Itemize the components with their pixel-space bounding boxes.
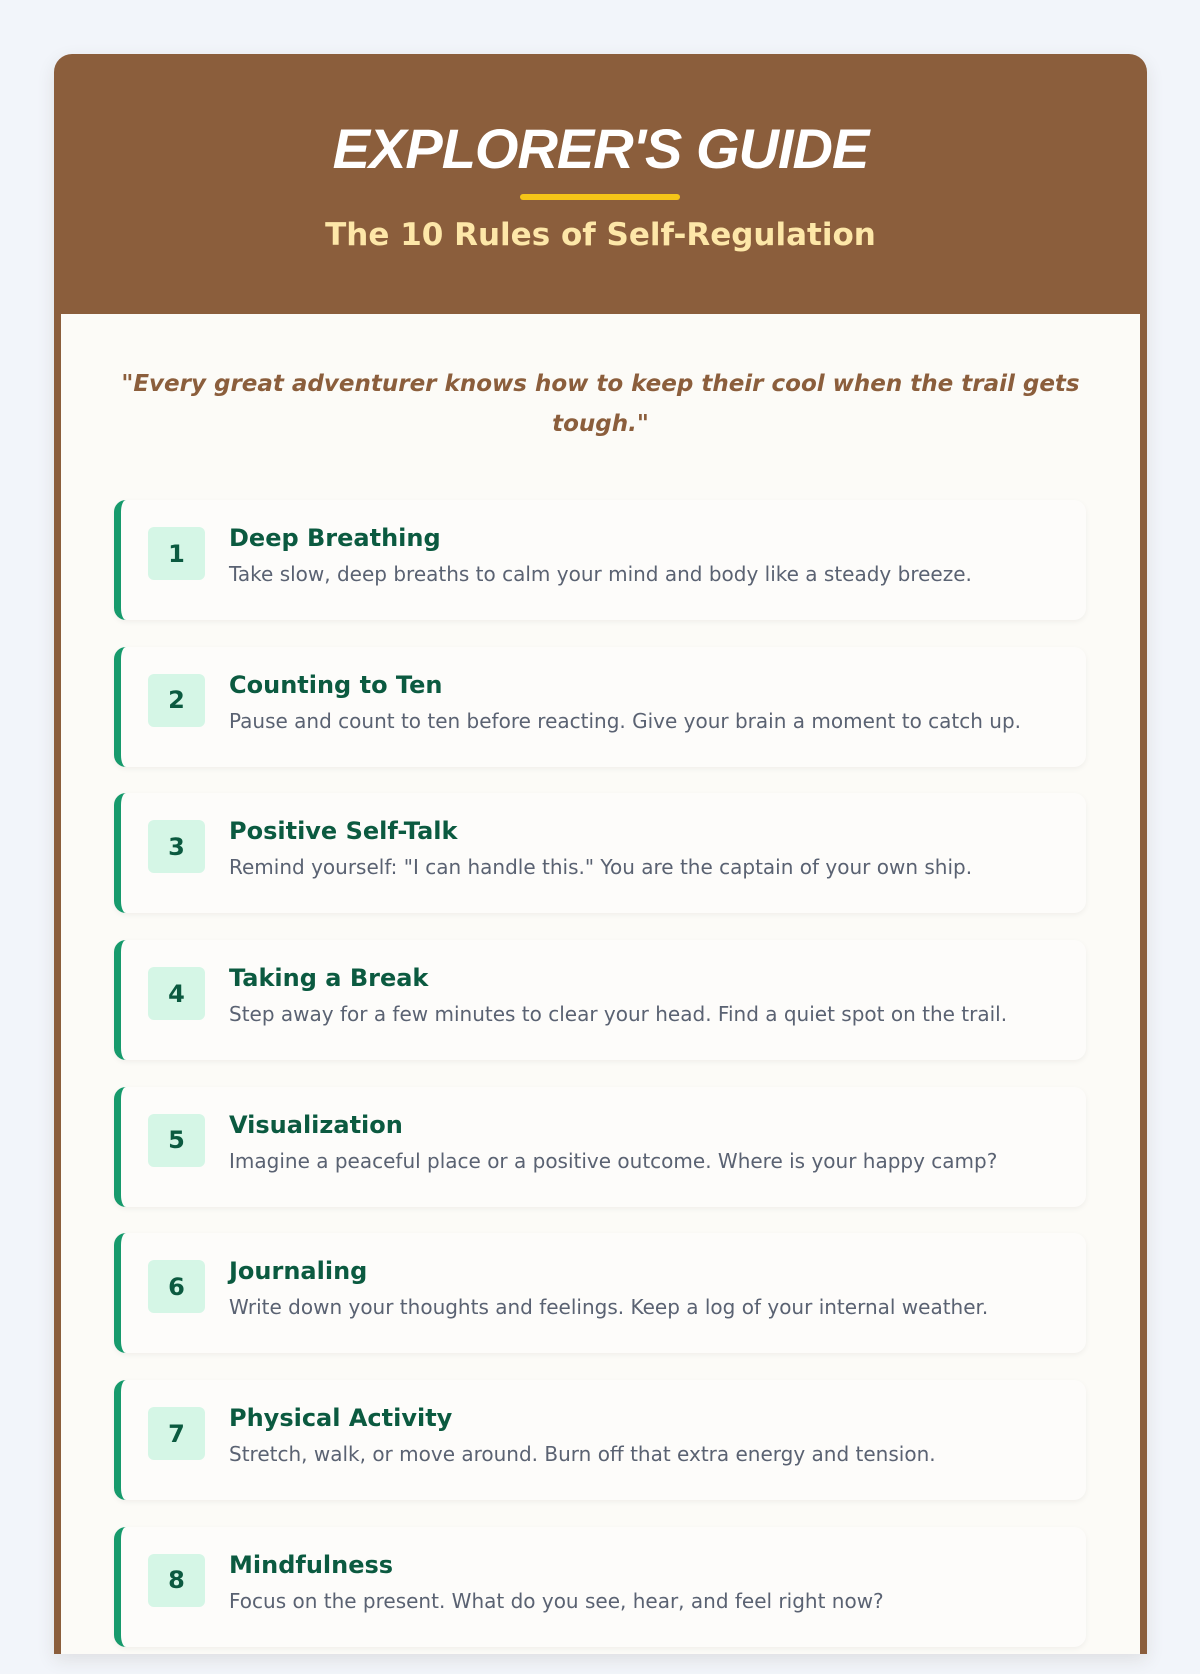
title-underline (520, 194, 680, 200)
rule-card (114, 1087, 1086, 1207)
rule-description: Write down your thoughts and feelings. Keep a log of your internal weather. (229, 1295, 989, 1320)
guide-body (61, 314, 1140, 1654)
rule-description: Stretch, walk, or move around. Burn off that extra energy and tension. (229, 1442, 936, 1467)
rule-card (114, 793, 1086, 913)
rule-title: Counting to Ten (229, 670, 443, 699)
rule-title: Visualization (229, 1110, 403, 1139)
rule-description: Pause and count to ten before reacting. Give your brain a moment to catch up. (229, 708, 1022, 733)
rule-title: Taking a Break (229, 964, 429, 993)
rule-number-badge: 2 (148, 674, 205, 727)
rule-card (114, 500, 1086, 620)
page-subtitle: The 10 Rules of Self-Regulation (325, 217, 876, 253)
rule-number-badge: 4 (148, 967, 205, 1020)
rule-number-badge: 3 (148, 820, 205, 873)
rule-card (114, 940, 1086, 1060)
rule-title: Mindfulness (229, 1550, 394, 1579)
rule-number-badge: 6 (148, 1260, 205, 1313)
rule-number-badge: 1 (148, 527, 205, 580)
rule-title: Positive Self-Talk (229, 817, 458, 846)
rule-card (114, 647, 1086, 767)
page-title: EXPLORER'S GUIDE (332, 117, 869, 180)
rule-card (114, 1233, 1086, 1353)
rules-list (114, 500, 1086, 1674)
rule-card (114, 1527, 1086, 1647)
intro-quote: "Every great adventurer knows how to keep their cool when the trail gets tough." (121, 371, 1080, 437)
rule-description: Step away for a few minutes to clear your head. Find a quiet spot on the trail. (229, 1002, 1008, 1027)
rule-card (114, 1380, 1086, 1500)
rule-description: Take slow, deep breaths to calm your mind and body like a steady breeze. (229, 562, 972, 586)
rule-number-badge: 8 (148, 1554, 205, 1607)
rule-number-badge: 7 (148, 1407, 205, 1460)
rule-title: Physical Activity (229, 1404, 453, 1433)
rule-description: Imagine a peaceful place or a positive outcome. Where is your happy camp? (229, 1148, 998, 1173)
rule-description: Focus on the present. What do you see, hear, and feel right now? (229, 1588, 884, 1613)
rule-title: Journaling (229, 1257, 368, 1286)
rule-number-badge: 5 (148, 1114, 205, 1167)
rule-description: Remind yourself: "I can handle this." You are the captain of your own ship. (229, 855, 973, 880)
rule-title: Deep Breathing (229, 524, 441, 552)
guide-card (54, 54, 1147, 1654)
guide-header (54, 54, 1147, 314)
